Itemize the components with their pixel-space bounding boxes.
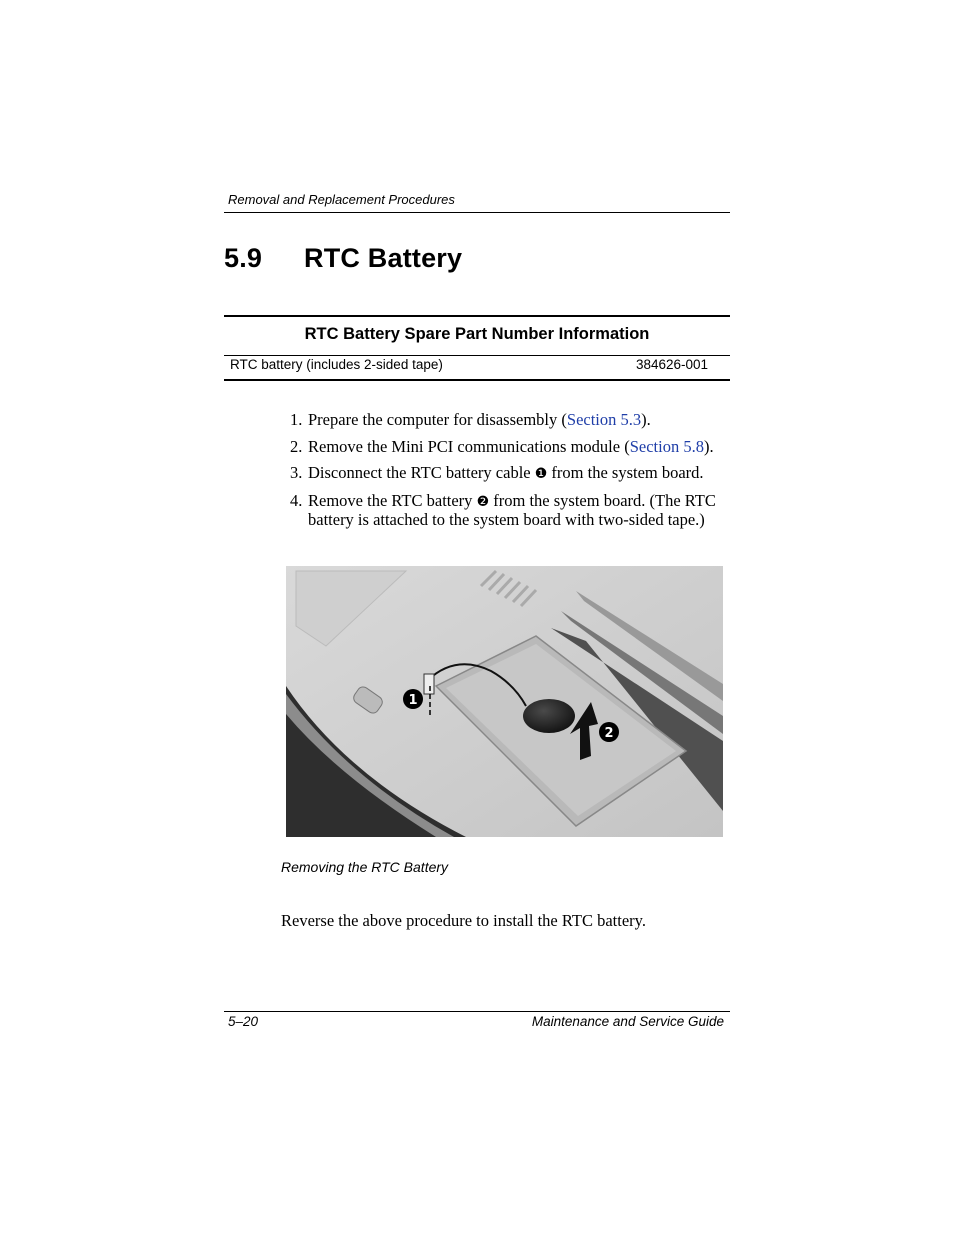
section-heading — [224, 243, 462, 274]
section-title: RTC Battery — [304, 243, 463, 273]
table-bottom-rule — [224, 379, 730, 381]
callout-label: 1 — [408, 693, 418, 708]
callout-1-icon: ❶ — [534, 466, 548, 482]
page-number: 5–20 — [228, 1014, 259, 1029]
step-4: 4. Remove the RTC battery ❷ from the system board. (The RTC battery is attached to the system board with two-sided tape.) — [290, 490, 716, 529]
callout-label: 2 — [604, 726, 614, 741]
step-1: 1. Prepare the computer for disassembly (Section 5.3). — [290, 410, 651, 429]
table-top-rule — [224, 315, 730, 317]
step-3: 3. Disconnect the RTC battery cable ❶ from the system board. — [290, 463, 704, 482]
part-number: 384626-001 — [636, 357, 709, 372]
header-rule — [224, 212, 730, 213]
section-link[interactable]: Section 5.8 — [629, 436, 704, 456]
rtc-battery-illustration — [286, 566, 723, 837]
section-link[interactable]: Section 5.3 — [566, 410, 642, 429]
procedure-steps — [280, 411, 740, 537]
running-header: Removal and Replacement Procedures — [228, 192, 455, 207]
table-header-rule — [224, 355, 730, 356]
step-2: 2. Remove the Mini PCI communications module (Section 5.8). — [290, 436, 714, 456]
guide-title: Maintenance and Service Guide — [531, 1014, 724, 1029]
section-number: 5.9 — [224, 243, 263, 273]
closing-paragraph: Reverse the above procedure to install the RTC battery. — [281, 911, 646, 930]
table-row — [224, 357, 730, 377]
part-description: RTC battery (includes 2-sided tape) — [230, 357, 443, 372]
figure-caption: Removing the RTC Battery — [281, 859, 449, 875]
footer-rule — [224, 1011, 730, 1012]
spare-table-title: RTC Battery Spare Part Number Information — [304, 325, 650, 343]
callout-2-icon: ❷ — [476, 493, 490, 510]
